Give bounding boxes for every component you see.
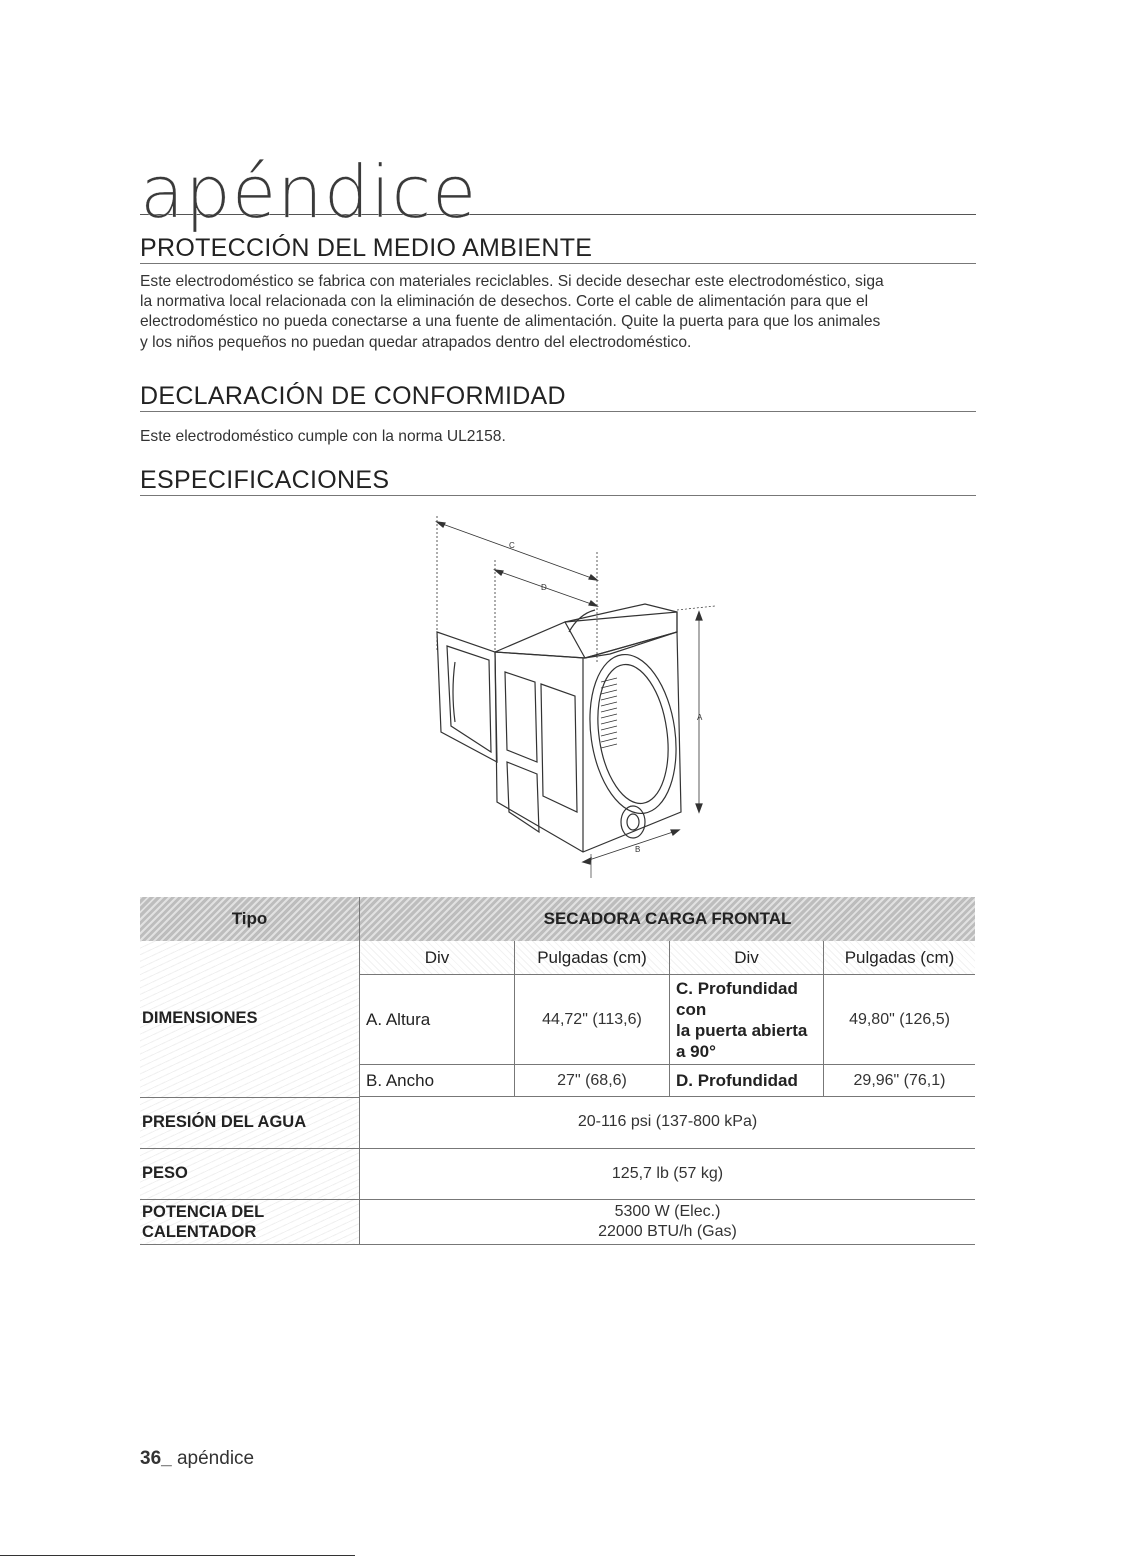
heater-power-value-line: 22000 BTU/h (Gas) (598, 1222, 737, 1240)
environment-paragraph (140, 272, 980, 353)
table-row (140, 1199, 975, 1244)
depth-open-line: C. Profundidad (676, 978, 798, 998)
page-title (140, 118, 976, 234)
depth-open-line: con (676, 999, 707, 1019)
weight-value: 125,7 lb (57 kg) (360, 1148, 976, 1199)
depth-label: D. Profundidad (670, 1065, 824, 1097)
specifications-table (140, 897, 975, 1245)
table-row (140, 1148, 975, 1199)
subheader-div-1: Div (360, 941, 515, 975)
heater-power-value-line: 5300 W (Elec.) (614, 1202, 721, 1220)
type-header: Tipo (140, 897, 360, 941)
depth-open-label (670, 975, 824, 1065)
depth-value: 29,96" (76,1) (824, 1065, 976, 1097)
heater-power-label-line: CALENTADOR (142, 1222, 257, 1241)
label-a: A (697, 713, 703, 722)
environment-line: la normativa local relacionada con la eliminación de desechos. Corte el cable de alimentación para que el (140, 293, 869, 311)
label-d: D (541, 583, 547, 592)
specs-heading: ESPECIFICACIONES (140, 468, 976, 496)
height-value: 44,72" (113,6) (515, 975, 670, 1065)
page-number: 36_ (140, 1448, 172, 1469)
heater-power-label-line: POTENCIA DEL (142, 1202, 265, 1221)
subheader-inches-1: Pulgadas (cm) (515, 941, 670, 975)
footer-label: apéndice (171, 1448, 255, 1469)
height-label: A. Altura (360, 975, 515, 1065)
depth-open-value: 49,80" (126,5) (824, 975, 976, 1065)
table-row (140, 1097, 975, 1148)
environment-line: y los niños pequeños no puedan quedar atrapados dentro del electrodoméstico. (140, 333, 692, 351)
model-header: SECADORA CARGA FRONTAL (360, 897, 976, 941)
heater-power-label (140, 1199, 360, 1244)
width-label: B. Ancho (360, 1065, 515, 1097)
environment-line: electrodoméstico no pueda conectarse a una fuente de alimentación. Quite la puerta para que los animales (140, 313, 881, 331)
dimensions-label: DIMENSIONES (140, 941, 360, 1097)
water-pressure-label: PRESIÓN DEL AGUA (140, 1097, 360, 1148)
depth-open-line: a 90° (676, 1041, 716, 1061)
page-footer (140, 1448, 254, 1470)
width-value: 27" (68,6) (515, 1065, 670, 1097)
depth-open-line: la puerta abierta (676, 1020, 808, 1040)
subheader-inches-2: Pulgadas (cm) (824, 941, 976, 975)
label-c: C (509, 541, 515, 550)
weight-label: PESO (140, 1148, 360, 1199)
environment-heading: PROTECCIÓN DEL MEDIO AMBIENTE (140, 236, 976, 264)
water-pressure-value: 20-116 psi (137-800 kPa) (360, 1097, 976, 1148)
heater-power-value (360, 1199, 976, 1244)
dryer-dimensions-diagram (415, 512, 725, 882)
bottom-rule (0, 1555, 355, 1556)
environment-line: Este electrodoméstico se fabrica con materiales reciclables. Si decide desechar este electrodoméstico, siga (140, 273, 884, 290)
table-header-row (140, 897, 975, 941)
subheader-div-2: Div (670, 941, 824, 975)
label-b: B (635, 845, 641, 854)
conformity-heading: DECLARACIÓN DE CONFORMIDAD (140, 384, 976, 412)
conformity-text: Este electrodoméstico cumple con la norma UL2158. (140, 428, 506, 445)
page-title-text: apéndice (140, 150, 478, 234)
